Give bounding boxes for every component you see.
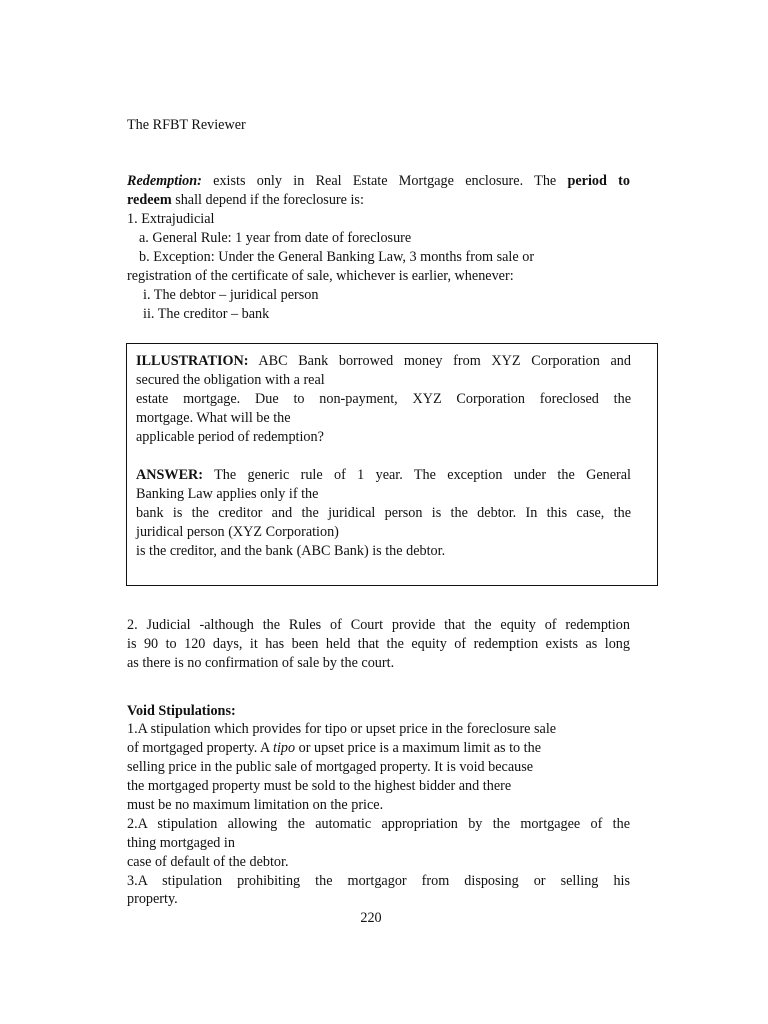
redeem-label: redeem [127, 192, 172, 208]
illustration-label: ILLUSTRATION: [136, 353, 249, 369]
redemption-text-2: shall depend if the foreclosure is: [171, 192, 364, 208]
stipulation-3-line-1: 3.A stipulation prohibiting the mortgagor from disposing or selling his [127, 873, 630, 889]
judicial-line-1: 2. Judicial -although the Rules of Court provide that the equity of redemption [127, 617, 630, 633]
exception-item: b. Exception: Under the General Banking Law, 3 months from sale or [139, 249, 535, 265]
stipulation-2-line-1: 2.A stipulation allowing the automatic appropriation by the mortgagee of the [127, 816, 630, 832]
illustration-line-2: secured the obligation with a real [136, 372, 325, 388]
stipulation-2-line-3: case of default of the debtor. [127, 854, 289, 870]
page-header: The RFBT Reviewer [127, 117, 246, 133]
illustration-line-3: estate mortgage. Due to non-payment, XYZ Corporation foreclosed the [136, 391, 631, 407]
period-to-label: period to [567, 173, 630, 189]
exception-item-cont: registration of the certificate of sale, whichever is earlier, whenever: [127, 268, 514, 284]
redemption-line-1 [127, 172, 630, 191]
stipulation-1-line-2 [127, 739, 541, 758]
tipo-term: tipo [273, 740, 296, 756]
answer-line-1 [136, 466, 631, 485]
stipulation-1-line-5: must be no maximum limitation on the price. [127, 797, 384, 813]
illustration-line-4: mortgage. What will be the [136, 410, 291, 426]
void-stipulations-heading: Void Stipulations: [127, 703, 236, 719]
redemption-term: Redemption: [127, 173, 202, 189]
answer-text-1: The generic rule of 1 year. The exception under the General [203, 467, 631, 483]
answer-label: ANSWER: [136, 467, 204, 483]
illustration-line-1 [136, 352, 631, 371]
stipulation-1-line-1: 1.A stipulation which provides for tipo or upset price in the foreclosure sale [127, 721, 557, 737]
stipulation-3-line-2: property. [127, 891, 178, 907]
answer-line-2: Banking Law applies only if the [136, 486, 319, 502]
illustration-line-5: applicable period of redemption? [136, 429, 324, 445]
creditor-condition: ii. The creditor – bank [143, 306, 270, 322]
judicial-line-3: as there is no confirmation of sale by the court. [127, 655, 395, 671]
stipulation-1-line-3: selling price in the public sale of mortgaged property. It is void because [127, 759, 534, 775]
debtor-condition: i. The debtor – juridical person [143, 287, 319, 303]
redemption-text-1: exists only in Real Estate Mortgage enclosure. The [201, 173, 568, 189]
illustration-text-1: ABC Bank borrowed money from XYZ Corporation and [248, 353, 631, 369]
general-rule-item: a. General Rule: 1 year from date of foreclosure [139, 230, 412, 246]
extrajudicial-item: 1. Extrajudicial [127, 211, 215, 227]
answer-line-5: is the creditor, and the bank (ABC Bank) is the debtor. [136, 543, 446, 559]
judicial-line-2: is 90 to 120 days, it has been held that the equity of redemption exists as long [127, 636, 630, 652]
stipulation-1-text-a: of mortgaged property. A [127, 740, 274, 756]
stipulation-1-line-4: the mortgaged property must be sold to the highest bidder and there [127, 778, 512, 794]
page-number: 220 [360, 910, 382, 926]
answer-line-4: juridical person (XYZ Corporation) [136, 524, 339, 540]
stipulation-2-line-2: thing mortgaged in [127, 835, 235, 851]
redemption-line-2 [127, 191, 364, 210]
stipulation-1-text-b: or upset price is a maximum limit as to the [295, 740, 541, 756]
answer-line-3: bank is the creditor and the juridical person is the debtor. In this case, the [136, 505, 631, 521]
